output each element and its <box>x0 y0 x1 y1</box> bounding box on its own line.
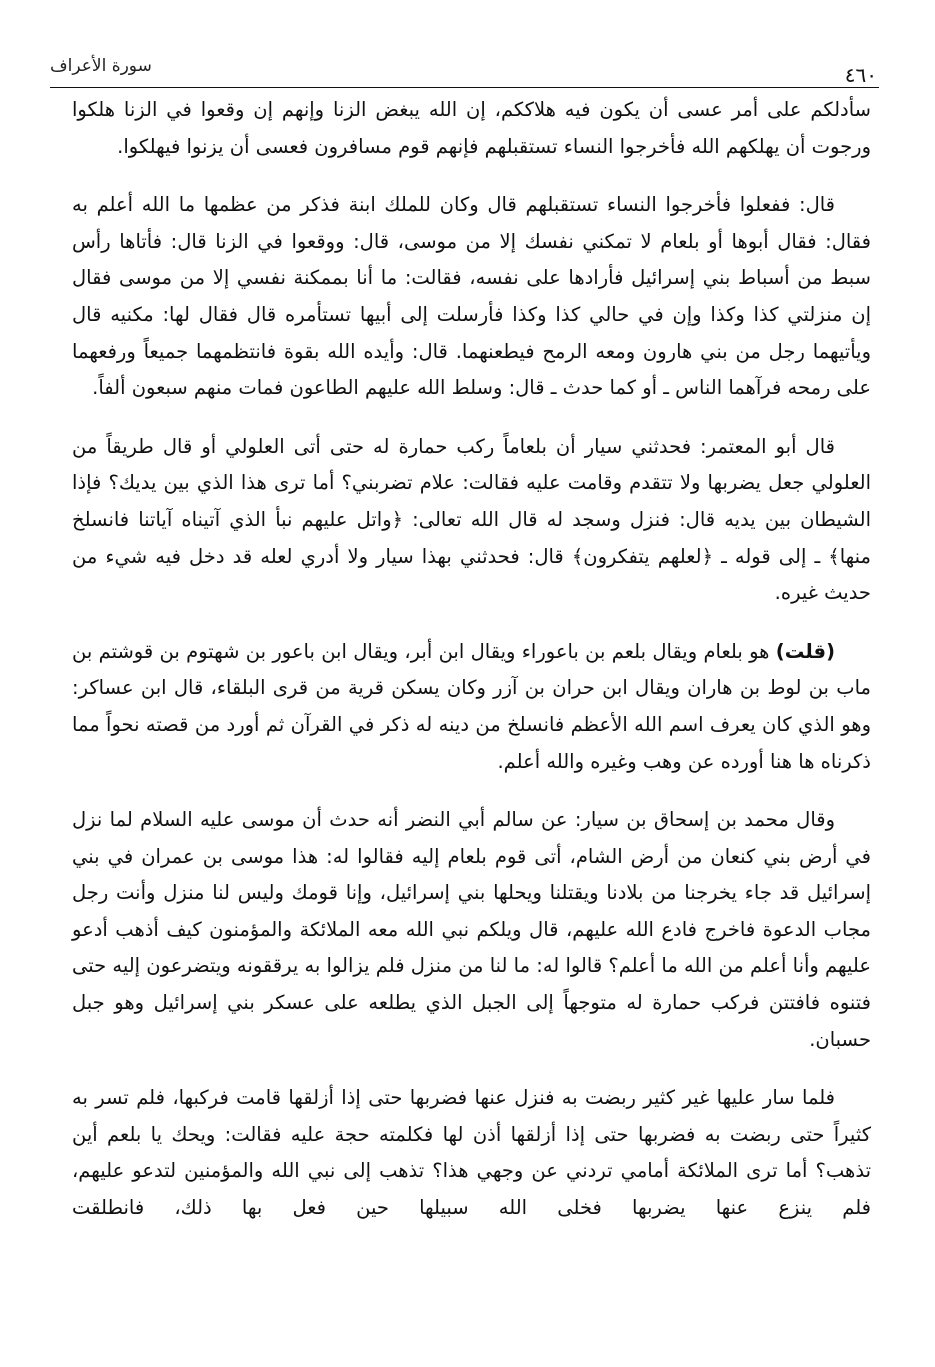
paragraph-king-daughter: قال: ففعلوا فأخرجوا النساء تستقبلهم قال وكان للملك ابنة فذكر من عظمها ما الله أعلم به فقال: فقال أبوها أو بلعام لا تمكني نفسك إلا من موسى، قال: ووقعوا في الزنا قال: فأتاها رأس سبط من أسباط بني إسرائيل فأرادها على نفسه، فقالت: ما أنا بممكنة نفسي إلا من موسى فقال إن منزلتي كذا وكذا وإن في حالي كذا وكذا فأرسلت إلى أبيها تستأمره قال فقال لها: مكنيه قال ويأتيهما رجل من بني هارون ومعه الرمح فيطعنهما. قال: وأيده الله بقوة فانتظمهما جميعاً ورفعهما على رمحه فرآهما الناس ـ أو كما حدث ـ قال: وسلط الله عليهم الطاعون فمات منهم سبعون ألفاً. <box>72 193 871 400</box>
author-note-text: هو بلعام ويقال بلعم بن باعوراء ويقال ابن أبر، ويقال ابن باعور بن شهتوم بن قوشتم بن ماب بن لوط بن هاران ويقال ابن حران بن آزر وكان يسكن قرية من قرى البلقاء، قال ابن عساكر: وهو الذي كان يعرف اسم الله الأعظم فانسلخ من دينه له ذكر في القرآن ثم أورد من قصته نحواً مما ذكرناه ها هنا أورده عن وهب وغيره والله أعلم. <box>72 639 871 773</box>
paragraph-continuation: سأدلكم على أمر عسى أن يكون فيه هلاككم، إن الله يبغض الزنا وإنهم إن وقعوا في الزنا هلكوا ورجوت أن يهلكهم الله فأخرجوا النساء تستقبلهم فإنهم قوم مسافرون فعسى أن يزنوا فيهلكوا. <box>72 98 871 158</box>
author-note-label: (قلت) <box>775 639 835 663</box>
paragraph-author-note <box>72 634 871 780</box>
paragraph-abu-al-mutamir: قال أبو المعتمر: فحدثني سيار أن بلعاماً ركب حمارة له حتى أتى العلولي أو قال طريقاً من العلولي جعل يضربها ولا تتقدم وقامت عليه فقالت: علام تضربني؟ أما ترى هذا الذي بين يديك؟ فإذا الشيطان بين يديه قال: فنزل وسجد له قال الله تعالى: ﴿واتل عليهم نبأ الذي آتيناه آياتنا فانسلخ منها﴾ ـ إلى قوله ـ ﴿لعلهم يتفكرون﴾ قال: فحدثني بهذا سيار ولا أدري لعله قد دخل فيه شيء من حديث غيره. <box>72 434 871 605</box>
page-number: ٤٦٠ <box>844 63 877 87</box>
paragraph-donkey-story: فلما سار عليها غير كثير ربضت به فنزل عنها فضربها حتى إذا أزلقها قامت فركبها، فلم تسر به كثيراً حتى ربضت به فضربها حتى إذا أزلقها أذن لها فكلمته حجة عليه فقالت: ويحك يا بلعم أين تذهب؟ أما ترى الملائكة أمامي تردني عن وجهي هذا؟ تذهب إلى نبي الله والمؤمنين لتدعو عليهم، فلم ينزع عنها يضربها فخلى الله سبيلها حين فعل بها ذلك، فانطلقت <box>72 1086 871 1220</box>
surah-title-header: سورة الأعراف <box>50 56 152 76</box>
paragraph-ibn-ishaq: وقال محمد بن إسحاق بن سيار: عن سالم أبي النضر أنه حدث أن موسى عليه السلام لما نزل في أرض بني كنعان من أرض الشام، أتى قوم بلعام إليه فقالوا له: هذا موسى بن عمران في بني إسرائيل قد جاء يخرجنا من بلادنا ويقتلنا ويحلها بني إسرائيل، وإنا قومك وليس لنا منزل وأنت رجل مجاب الدعوة فاخرج فادع الله عليهم، قال ويلكم نبي الله معه الملائكة والمؤمنون كيف أذهب أدعو عليهم وأنا أعلم من الله ما أعلم؟ قالوا له: ما لنا من منزل فلم يزالوا به يرققونه ويتضرعون إليه حتى فتنوه فافتتن فركب حمارة له متوجهاً إلى الجبل الذي يطلعه على عسكر بني إسرائيل وهو جبل حسبان. <box>72 808 871 1051</box>
header-divider <box>50 87 879 88</box>
page-body <box>72 92 871 1227</box>
